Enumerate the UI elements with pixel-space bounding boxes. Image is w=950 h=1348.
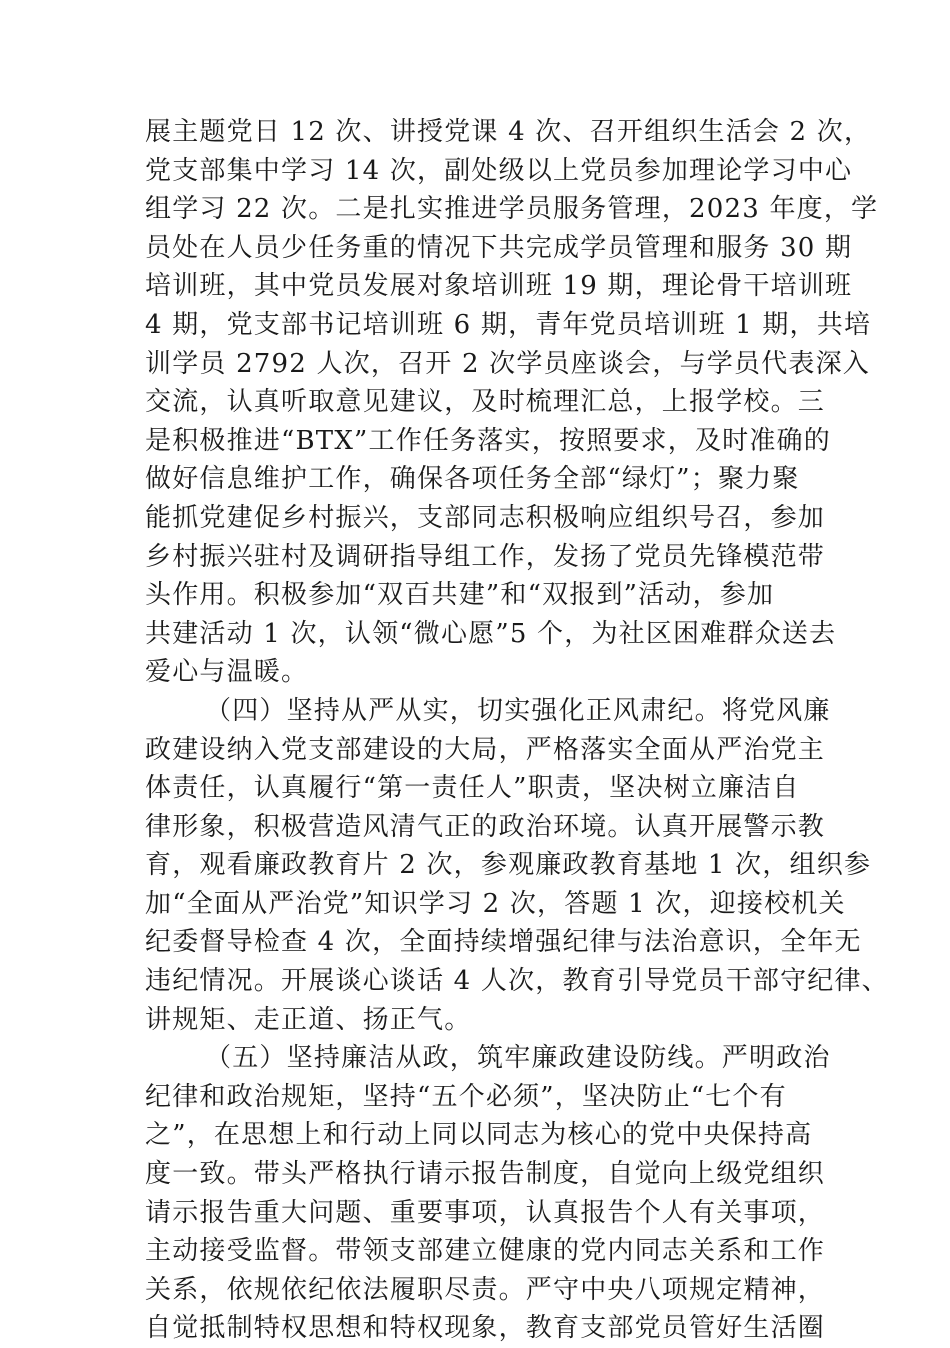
text-line: 是积极推进“BTX”工作任务落实，按照要求，及时准确的 [145,425,831,456]
text-line: 组学习 22 次。二是扎实推进学员服务管理，2023 年度，学 [145,194,879,225]
text-line: 讲规矩、走正道、扬正气。 [145,1004,472,1035]
text-line: 乡村振兴驻村及调研指导组工作，发扬了党员先锋模范带 [145,541,826,572]
text-line: 请示报告重大问题、重要事项，认真报告个人有关事项， [145,1197,826,1228]
text-line: 党支部集中学习 14 次，副处级以上党员参加理论学习中心 [145,155,853,186]
text-line: 度一致。带头严格执行请示报告制度，自觉向上级党组织 [145,1159,826,1190]
text-line: 训学员 2792 人次，召开 2 次学员座谈会，与学员代表深入 [145,348,870,379]
text-line: 律形象，积极营造风清气正的政治环境。认真开展警示教 [145,811,826,842]
text-line: 能抓党建促乡村振兴，支部同志积极响应组织号召，参加 [145,502,826,533]
text-line: 关系，依规依纪依法履职尽责。严守中央八项规定精神， [145,1274,826,1305]
text-line: 违纪情况。开展谈心谈话 4 人次，教育引导党员干部守纪律、 [145,966,889,997]
section-heading-line: （五）坚持廉洁从政，筑牢廉政建设防线。严明政治 [205,1043,831,1074]
text-line: 4 期，党支部书记培训班 6 期，青年党员培训班 1 期，共培 [145,309,872,340]
text-line: 头作用。积极参加“双百共建”和“双报到”活动，参加 [145,580,775,611]
text-line: 共建活动 1 次，认领“微心愿”5 个，为社区困难群众送去 [145,618,837,649]
text-line: 纪律和政治规矩，坚持“五个必须”，坚决防止“七个有 [145,1081,787,1112]
section-heading-line: （四）坚持从严从实，切实强化正风肃纪。将党风廉 [205,695,831,726]
text-line: 交流，认真听取意见建议，及时梳理汇总，上报学校。三 [145,387,826,418]
text-line: 爱心与温暖。 [145,657,309,688]
body-text [145,113,889,1348]
text-line: 做好信息维护工作，确保各项任务全部“绿灯”；聚力聚 [145,464,800,495]
text-line: 纪委督导检查 4 次，全面持续增强纪律与法治意识，全年无 [145,927,862,958]
text-line: 政建设纳入党支部建设的大局，严格落实全面从严治党主 [145,734,826,765]
text-line: 展主题党日 12 次、讲授党课 4 次、召开组织生活会 2 次， [145,117,872,147]
text-line: 员处在人员少任务重的情况下共完成学员管理和服务 30 期 [145,232,853,263]
text-line: 培训班，其中党员发展对象培训班 19 期，理论骨干培训班 [145,271,853,302]
text-line: 之”，在思想上和行动上同以同志为核心的党中央保持高 [145,1120,813,1151]
text-line: 自觉抵制特权思想和特权现象，教育支部党员管好生活圈 [145,1313,826,1344]
text-line: 加“全面从严治党”知识学习 2 次，答题 1 次，迎接校机关 [145,888,846,919]
text-line: 育，观看廉政教育片 2 次，参观廉政教育基地 1 次，组织参 [145,850,872,881]
text-line: 体责任，认真履行“第一责任人”职责，坚决树立廉洁自 [145,773,800,804]
text-line: 主动接受监督。带领支部建立健康的党内同志关系和工作 [145,1236,826,1267]
